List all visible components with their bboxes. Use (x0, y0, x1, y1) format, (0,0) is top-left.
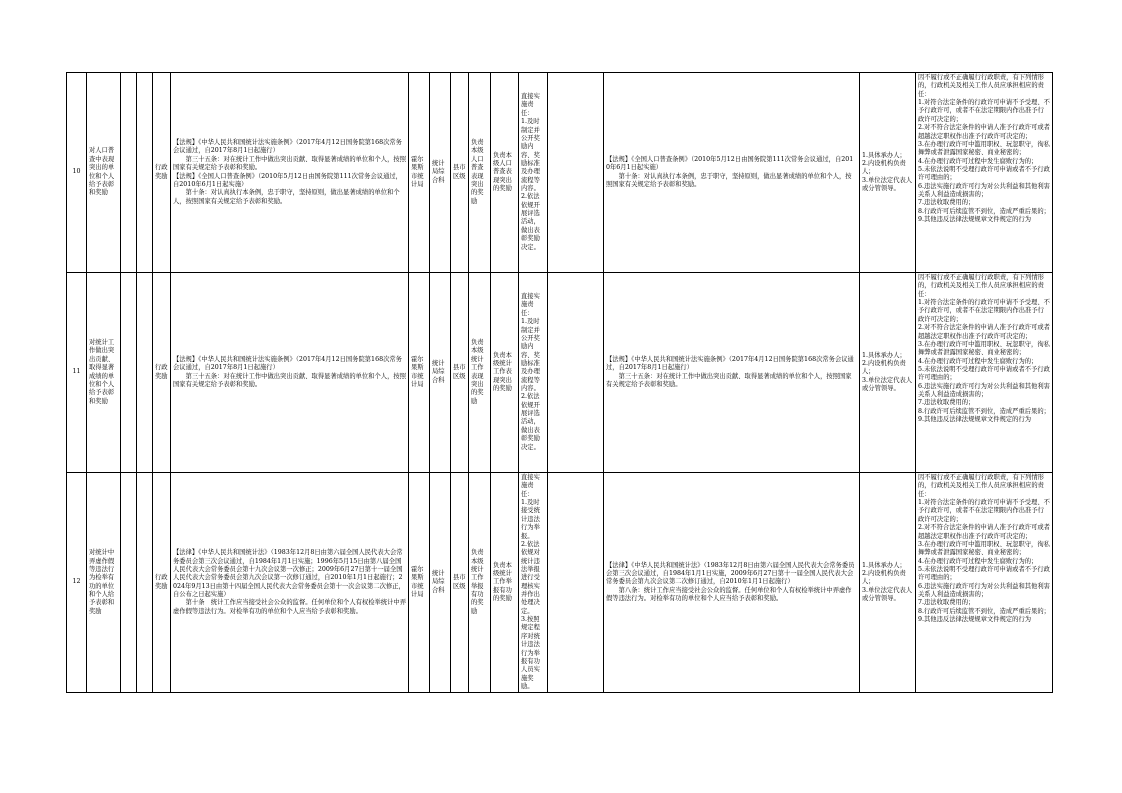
admin-level: 县市区级 (451, 273, 469, 473)
row-number: 11 (67, 273, 87, 473)
empty-cell (137, 273, 153, 473)
empty-cell (137, 473, 153, 693)
implementation-duty: 直接实施责任： 1.及时制定并公开奖励内容、奖励标准及办理流程等内容。 2.依法依规开展评选活动，做出表彰奖励决定。 (519, 273, 548, 473)
item-name: 对人口普查中表现突出的单位和个人给予表彰和奖励 (87, 73, 121, 273)
responsibility-2: 负责本级统计工作表现突出的奖励 (491, 273, 519, 473)
admin-level: 县市区级 (451, 473, 469, 693)
responsibility-2: 负责本级统计工作举报有功的奖励 (491, 473, 519, 693)
empty-cell (121, 473, 137, 693)
item-name: 对统计中弄虚作假等违法行为检举有功的单位和个人给予表彰和奖励 (87, 473, 121, 693)
implementing-org: 霍尔果斯市统计局 (409, 73, 430, 273)
responsibility-1: 负责本级统计工作举报有功的奖励 (469, 473, 491, 693)
table-row (67, 273, 1053, 473)
legal-basis: 【法规】《中华人民共和国统计法实施条例》（2017年4月12日国务院第168次常务会议通过，自2017年8月1日起施行） 第三十五条：对在统计工作中做出突出贡献、取得显著成绩的单位和个人，按照国家有关规定给予表彰和奖励。 (171, 273, 409, 473)
responsible-persons: 1.具体承办人； 2.内设机构负责人； 3.单位法定代表人或分管领导。 (860, 73, 916, 273)
power-type: 行政奖励 (153, 73, 171, 273)
empty-cell (548, 73, 604, 273)
table-row (67, 473, 1053, 693)
duty-basis: 【法规】《中华人民共和国统计法实施条例》（2017年4月12日国务院第168次常务会议通过，自2017年8月1日起施行） 第三十五条：对在统计工作中做出突出贡献、取得显著成绩的单位和个人，按照国家有关规定给予表彰和奖励。 (604, 273, 860, 473)
admin-level: 县市区级 (451, 73, 469, 273)
empty-cell (121, 73, 137, 273)
responsibility-table (66, 72, 1053, 693)
responsibility-2: 负责本级人口普查表现突出的奖励 (491, 73, 519, 273)
duty-basis: 【法规】《全国人口普查条例》（2010年5月12日由国务院第111次常务会议通过，自2010年6月1日起实施） 第十条：对认真执行本条例，忠于职守，坚持原则，做出显著成绩的单位和个人，按照国家有关规定给予表彰和奖励。 (604, 73, 860, 273)
responsible-persons: 1.具体承办人； 2.内设机构负责人； 3.单位法定代表人或分管领导。 (860, 473, 916, 693)
item-name: 对统计工作做出突出贡献、取得显著成绩的单位和个人给予表彰和奖励 (87, 273, 121, 473)
implementation-duty: 直接实施责任： 1.及时接受统计违法行为举报。 2.依法依规对统计违法举报进行受理核实并作出处理决定。 3.按照规定程序对统计违法行为举报有功人员实施奖励。 (519, 473, 548, 693)
responsibility-1: 负责本级统计工作表现突出的奖励 (469, 273, 491, 473)
duty-basis: 【法律】《中华人民共和国统计法》（1983年12月8日由第六届全国人民代表大会常务委员会第三次会议通过，自1984年1月1日实施，2009年6月27日第十一届全国人民代表大会常务委员会第九次会议第二次修订通过，自2010年1月1日起施行） 第八条：统计工作应当接受社会公众的监督。任何单位和个人有权检举统计中弄虚作假等违法行为。对检举有功的单位和个人应当给予表彰和奖励。 (604, 473, 860, 693)
row-number: 12 (67, 473, 87, 693)
empty-cell (121, 273, 137, 473)
responsible-dept: 统计局综合科 (430, 273, 451, 473)
empty-cell (137, 73, 153, 273)
row-number: 10 (67, 73, 87, 273)
empty-cell (548, 273, 604, 473)
liability-clauses: 因不履行或不正确履行行政职责，有下列情形的，行政机关及相关工作人员应承担相应的责任： 1.对符合法定条件的行政许可申请不予受理、不予行政许可，或者不在法定期限内作出准予行政许可决定的； 2.对不符合法定条件的申请人准予行政许可或者超越法定职权作出准予行政许可决定的； 3.在办理行政许可中滥用职权、玩忽职守，徇私舞弊或者泄露国家秘密、商业秘密的； 4.在办理行政许可过程中发生腐败行为的； 5.未依法说明不受理行政许可申请或者不予行政许可理由的； 6.违法实施行政许可行为对公共利益和其他利害关系人利益造成损害的； 7.违法收取费用的； 8.行政许可后续监管不到位，造成严重后果的； 9.其他违反法律法规规章文件规定的行为 (916, 473, 1053, 693)
empty-cell (548, 473, 604, 693)
responsibility-1: 负责本级人口普查表现突出的奖励 (469, 73, 491, 273)
table-row (67, 73, 1053, 273)
liability-clauses: 因不履行或不正确履行行政职责，有下列情形的，行政机关及相关工作人员应承担相应的责任： 1.对符合法定条件的行政许可申请不予受理、不予行政许可，或者不在法定期限内作出准予行政许可决定的； 2.对不符合法定条件的申请人准予行政许可或者超越法定职权作出准予行政许可决定的； 3.在办理行政许可中滥用职权、玩忽职守，徇私舞弊或者泄露国家秘密、商业秘密的； 4.在办理行政许可过程中发生腐败行为的； 5.未依法说明不受理行政许可申请或者不予行政许可理由的； 6.违法实施行政许可行为对公共利益和其他利害关系人利益造成损害的； 7.违法收取费用的； 8.行政许可后续监管不到位，造成严重后果的； 9.其他违反法律法规规章文件规定的行为 (916, 73, 1053, 273)
liability-clauses: 因不履行或不正确履行行政职责，有下列情形的，行政机关及相关工作人员应承担相应的责任： 1.对符合法定条件的行政许可申请不予受理、不予行政许可，或者不在法定期限内作出准予行政许可决定的； 2.对不符合法定条件的申请人准予行政许可或者超越法定职权作出准予行政许可决定的； 3.在办理行政许可中滥用职权、玩忽职守，徇私舞弊或者泄露国家秘密、商业秘密的； 4.在办理行政许可过程中发生腐败行为的； 5.未依法说明不受理行政许可申请或者不予行政许可理由的； 6.违法实施行政许可行为对公共利益和其他利害关系人利益造成损害的； 7.违法收取费用的； 8.行政许可后续监管不到位，造成严重后果的； 9.其他违反法律法规规章文件规定的行为 (916, 273, 1053, 473)
implementation-duty: 直接实施责任： 1.及时制定并公开奖励内容、奖励标准及办理流程等内容。 2.依法依规开展评选活动，做出表彰奖励决定。 (519, 73, 548, 273)
responsible-dept: 统计局综合科 (430, 473, 451, 693)
implementing-org: 霍尔果斯市统计局 (409, 273, 430, 473)
responsible-persons: 1.具体承办人； 2.内设机构负责人； 3.单位法定代表人或分管领导。 (860, 273, 916, 473)
implementing-org: 霍尔果斯市统计局 (409, 473, 430, 693)
power-type: 行政奖励 (153, 473, 171, 693)
legal-basis: 【法规】《中华人民共和国统计法实施条例》（2017年4月12日国务院第168次常务会议通过，自2017年8月1日起施行） 第三十五条：对在统计工作中做出突出贡献、取得显著成绩的单位和个人，按照国家有关规定给予表彰和奖励。 【法规】《全国人口普查条例》（2010年5月12日由国务院第111次常务会议通过，自2010年6月1日起实施） 第十条：对认真执行本条例，忠于职守，坚持原则，做出显著成绩的单位和个人，按照国家有关规定给予表彰和奖励。 (171, 73, 409, 273)
legal-basis: 【法律】《中华人民共和国统计法》（1983年12月8日由第六届全国人民代表大会常务委员会第三次会议通过，自1984年1月1日实施；1996年5月15日由第八届全国人民代表大会常务委员会第十九次会议第一次修正；2009年6月27日第十一届全国人民代表大会常务委员会第九次会议第一次修订通过，自2010年1月1日起施行；2024年9月13日由第十四届全国人民代表大会常务委员会第十一次会议第二次修正，自公布之日起实施） 第十条 统计工作应当接受社会公众的监督。任何单位和个人有权检举统计中弄虚作假等违法行为。对检举有功的单位和个人应当给予表彰和奖励。 (171, 473, 409, 693)
responsible-dept: 统计局综合科 (430, 73, 451, 273)
power-type: 行政奖励 (153, 273, 171, 473)
